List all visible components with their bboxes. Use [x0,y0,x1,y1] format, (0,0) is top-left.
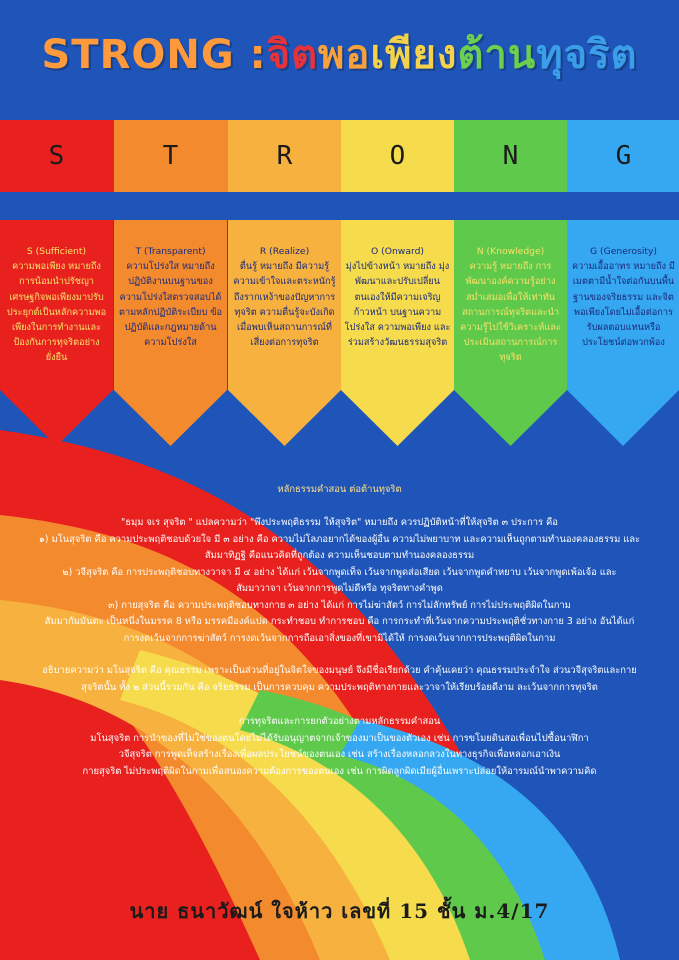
pennant-heading: R (Realize) [259,246,310,257]
pennant-body: ความรู้ หมายถึง การพัฒนาองค์ความรู้อย่างสม่ำเสมอเพื่อให้เท่าทันสถานการณ์ทุจริตและนำความรู้ไปใช้วิเคราะห์และประเมินสถานการณ์การทุจริต [460,261,561,364]
paragraph: ๒) วจีสุจริต คือ การประพฤติชอบทางวาจา มี ๔ อย่าง ได้แก่ เว้นจากพูดเท็จ เว้นจากพูดส่อเสียด เว้นจากพูดคำหยาบ เว้นจากพูดเพ้อเจ้อ และ [62,566,617,578]
pennant-heading: O (Onward) [371,246,424,257]
paragraph: ๑) มโนสุจริต คือ ความประพฤติชอบด้วยใจ มี ๓ อย่าง คือ ความไม่โลภอยากได้ของผู้อื่น ความไม่พยาบาท และความเห็นถูกตามทำนองคลองธรรม และ [38,533,641,545]
paragraph: สัมมากัมมันตะ เป็นหนึ่งในมรรค 8 หรือ มรรคมีองค์แปด กระทำชอบ ทำการชอบ คือ การกระทำที่เว้นจากความประพฤติชั่วทางกาย 3 อย่าง อันได้แก่ [44,616,635,627]
pennant-body: ความโปร่งใส หมายถึง ปฏิบัติงานบนฐานของความโปร่งใสตรวจสอบได้ตามหลักปฏิบัติระเบียบ ข้อปฏิบัติและกฎหมายด้านความโปร่งใส [118,261,222,349]
pennant-heading: T (Transparent) [135,246,206,257]
pennant-t [114,220,227,446]
pennant-g [567,220,679,446]
paragraph: มโนสุจริต การนำของที่ไม่ใช่ของตนโดยไม่ได้รับอนุญาตจากเจ้าของมาเป็นของตัวเอง เช่น การขโมยดินสอเพื่อนไปซื้อนาฬิกา [90,732,589,744]
letter-o: O [389,141,406,171]
letter-t: T [162,141,179,171]
paragraph: อธิบายความว่า มโนสุจริต คือ คุณธรรม เพราะเป็นส่วนที่อยู่ในจิตใจของมนุษย์ จึงมีชื่อเรียกด้วย คำคุ้นเคยว่า คุณธรรมประจำใจ ส่วนวจีสุจริตและกาย [42,665,637,676]
letter-n: N [502,141,519,171]
paragraph: การงดเว้นจากการฆ่าสัตว์ การงดเว้นจากการถือเอาสิ่งของที่เขามิได้ให้ การงดเว้นจากการประพฤติผิดในกาม [123,632,556,644]
paragraph: สุจริตนั้น ทั้ง ๒ ส่วนนี้รวมกัน คือ จริยธรรม เป็นการควบคุม ความประพฤติทางกายและวาจาให้เรียบร้อยดีงาม ละเว้นจากการทุจริต [81,681,598,693]
pennant-body: ความพอเพียง หมายถึง การน้อมนำปรัชญาเศรษฐกิจพอเพียงมาปรับประยุกต์เป็นหลักความพอเพียงในการทำงานและป้องกันการทุจริตอย่างยั่งยืน [6,261,107,364]
pennant-body: ความเอื้ออาทร หมายถึง มีเมตตามีน้ำใจต่อกันบนพื้นฐานของจริยธรรม และจิตพอเพียงโดยไม่เอื้อต่อการรับผลตอบแทนหรือประโยชน์ต่อพวกพ้อง [572,261,675,349]
paragraph: สัมมาทิฏฐิ คือแนวคิดที่ถูกต้อง ความเห็นชอบตามทำนองคลองธรรม [204,550,475,561]
title-part: ทุจริต [536,32,638,78]
title-part: เพียง [370,32,458,78]
pennant-body: มุ่งไปข้างหน้า หมายถึง มุ่งพัฒนาและปรับเปลี่ยนตนเองให้มีความเจริญก้าวหน้า บนฐานความโปร่งใส ความพอเพียง และร่วมสร้างวัฒนธรรมสุจริต [344,261,451,349]
paragraph: การทุจริตและการยกตัวอย่างตามหลักธรรมคำสอน [238,716,441,727]
pennant-s [0,220,113,446]
pennant-heading: G (Generosity) [589,246,658,257]
pennant-o [341,220,454,446]
paragraph: "ธมฺม จเร สุจริต " แปลความว่า "พึงประพฤติธรรม ให้สุจริต" หมายถึง ควรปฏิบัติหน้าที่ให้สุจริต ๓ ประการ คือ [121,517,558,528]
pennant-body: ตื่นรู้ หมายถึง มีความรู้ความเข้าใจและตระหนักรู้ถึงรากเหง้าของปัญหาการทุจริต ความตื่นรู้จะบังเกิดเมื่อพบเห็นสถานการณ์ที่เสี่ยงต่อการทุจริต [233,261,336,349]
paragraph: วจีสุจริต การพูดเท็จสร้างเรื่องเพื่อผลประโยชน์ของตนเอง เช่น สร้างเรื่องหลอกลวงในทางธุรกิจเพื่อหลอกเอาเงิน [118,749,561,760]
title-part: ต้าน [457,32,537,78]
section-heading: หลักธรรมคำสอน ต่อต้านทุจริต [277,484,402,495]
paragraph: สัมมาวาจา เว้นจากการพูดไม่ดีหรือ ทุจริตทางคำพูด [236,583,443,594]
letter-g: G [615,141,632,171]
paragraph: ๓) กายสุจริต คือ ความประพฤติชอบทางกาย ๓ อย่าง ได้แก่ การไม่ฆ่าสัตว์ การไม่ลักทรัพย์ การไม่ประพฤติผิดในกาม [108,599,571,611]
author-footer: นาย ธนาวัฒน์ ใจห้าว เลขที่ 15 ชั้น ม.4/17 [129,899,550,923]
pennant-heading: S (Sufficient) [26,246,87,257]
pennant-heading: N (Knowledge) [476,246,545,257]
pennant-n [454,220,567,446]
dharma-text [0,515,679,780]
letter-r: R [276,141,293,171]
title-part: จิต [266,32,319,78]
title-part: พอ [318,32,371,78]
paragraph: กายสุจริต ไม่ประพฤติผิดในกามเพื่อสนองความต้องการของตนเอง เช่น การผิดลูกผิดเมียผู้อื่นเพราะปล่อยให้อารมณ์นำพาความคิด [82,765,597,777]
paragraph-spacer [0,696,679,714]
title-part: STRONG : [41,32,267,78]
paragraph-spacer [0,647,679,663]
letter-s: S [48,141,65,171]
pennant-r [228,220,341,446]
page-title [0,22,679,86]
